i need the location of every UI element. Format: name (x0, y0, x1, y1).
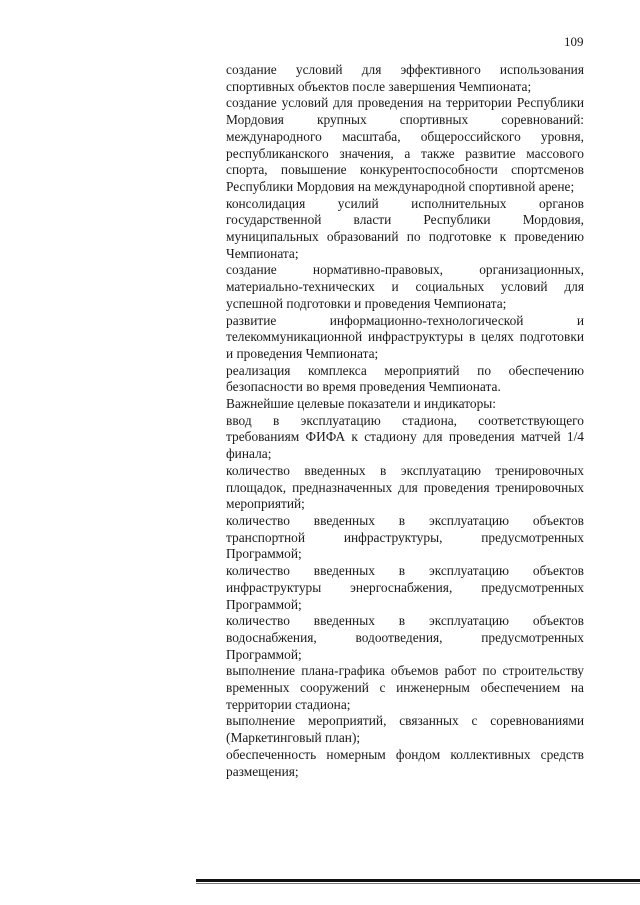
paragraph-competitions-conditions: создание условий для проведения на территории Республики Мордовия крупных спортивных соревнований: международного масштаба, общероссийского уровня, республиканского значения, а также развитие массового спорта, повышение конкурентоспособности спортсменов Республики Мордовия на международной спортивной арене; (226, 95, 584, 194)
paragraph-security-measures: реализация комплекса мероприятий по обеспечению безопасности во время проведения Чемпионата. (226, 362, 584, 395)
paragraph-temporary-structures: выполнение плана-графика объемов работ по строительству временных сооружений с инженерным обеспечением на территории стадиона; (226, 663, 584, 712)
paragraph-accommodation-fund: обеспеченность номерным фондом коллективных средств размещения; (226, 746, 584, 779)
paragraph-marketing-plan: выполнение мероприятий, связанных с соревнованиями (Маркетинговый план); (226, 713, 584, 746)
paragraph-authorities-consolidation: консолидация усилий исполнительных органов государственной власти Республики Мордовия, муниципальных образований по подготовке к проведению Чемпионата; (226, 195, 584, 261)
paragraph-energy-infrastructure: количество введенных в эксплуатацию объектов инфраструктуры энергоснабжения, предусмотренных Программой; (226, 563, 584, 612)
paragraph-water-infrastructure: количество введенных в эксплуатацию объектов водоснабжения, водоотведения, предусмотренных Программой; (226, 613, 584, 662)
paragraph-indicators-heading: Важнейшие целевые показатели и индикаторы: (226, 396, 497, 412)
paragraph-transport-infrastructure: количество введенных в эксплуатацию объектов транспортной инфраструктуры, предусмотренных Программой; (226, 512, 584, 562)
bottom-scan-edge (196, 879, 640, 882)
paragraph-stadium-commissioning: ввод в эксплуатацию стадиона, соответствующего требованиям ФИФА к стадиону для проведения матчей 1/4 финала; (226, 412, 584, 462)
bottom-scan-edge-shadow (196, 883, 640, 884)
paragraph-it-infrastructure: развитие информационно-технологической и телекоммуникационной инфраструктуры в целях подготовки и проведения Чемпионата; (226, 312, 584, 361)
paragraph-regulatory-conditions: создание нормативно-правовых, организационных, материально-технических и социальных условий для успешной подготовки и проведения Чемпионата; (226, 262, 584, 311)
paragraph-sports-facilities-use: создание условий для эффективного использования спортивных объектов после завершения Чемпионата; (226, 62, 584, 94)
page-number: 109 (564, 34, 584, 49)
paragraph-training-grounds: количество введенных в эксплуатацию тренировочных площадок, предназначенных для проведения тренировочных мероприятий; (226, 462, 584, 512)
document-body (226, 62, 584, 780)
